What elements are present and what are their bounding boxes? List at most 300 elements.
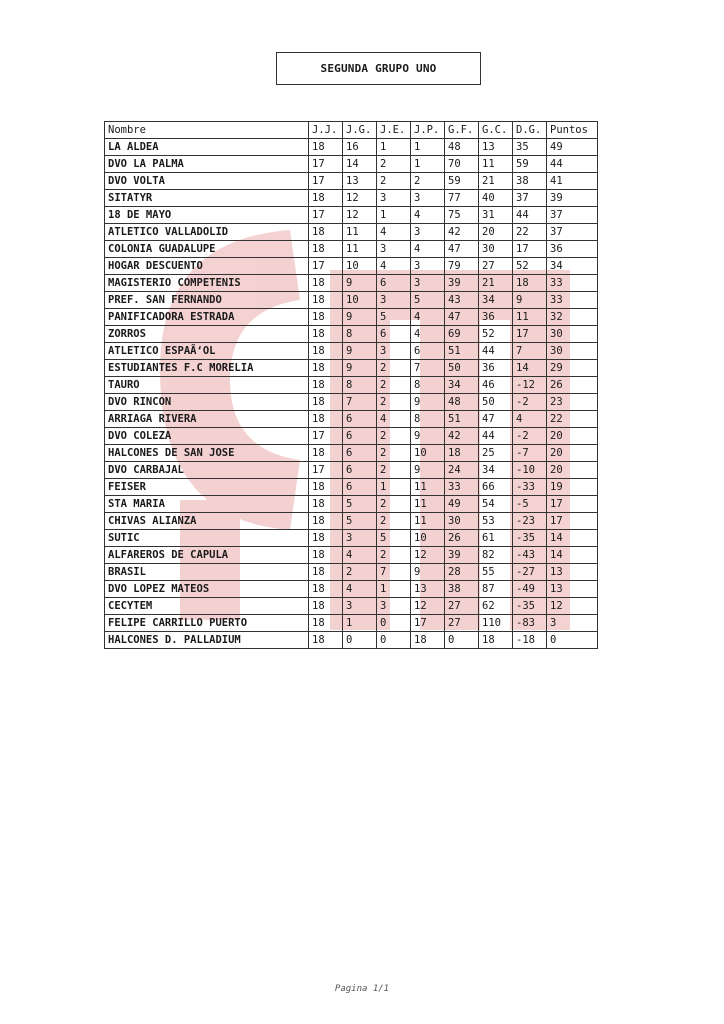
stat-cell: 14 xyxy=(547,547,598,564)
team-name-cell: DVO LA PALMA xyxy=(105,156,309,173)
stat-cell: 1 xyxy=(411,139,445,156)
table-row xyxy=(105,394,598,411)
stat-cell: 18 xyxy=(309,190,343,207)
stat-cell: 2 xyxy=(377,377,411,394)
team-name-cell: ZORROS xyxy=(105,326,309,343)
stat-cell: 7 xyxy=(343,394,377,411)
stat-cell: 50 xyxy=(479,394,513,411)
stat-cell: 6 xyxy=(377,326,411,343)
stat-cell: 27 xyxy=(479,258,513,275)
table-row xyxy=(105,139,598,156)
stat-cell: 14 xyxy=(343,156,377,173)
stat-cell: 5 xyxy=(343,513,377,530)
column-header: J.E. xyxy=(377,122,411,139)
stat-cell: 1 xyxy=(377,207,411,224)
team-name-cell: FEISER xyxy=(105,479,309,496)
stat-cell: 8 xyxy=(411,411,445,428)
stat-cell: 55 xyxy=(479,564,513,581)
stat-cell: 9 xyxy=(411,394,445,411)
stat-cell: 18 xyxy=(309,292,343,309)
stat-cell: 18 xyxy=(309,513,343,530)
table-body xyxy=(105,139,598,649)
stat-cell: 41 xyxy=(547,173,598,190)
table-row xyxy=(105,241,598,258)
stat-cell: 20 xyxy=(547,462,598,479)
stat-cell: 1 xyxy=(377,139,411,156)
stat-cell: 2 xyxy=(377,156,411,173)
stat-cell: 9 xyxy=(343,309,377,326)
stat-cell: 6 xyxy=(343,479,377,496)
stat-cell: 34 xyxy=(479,292,513,309)
stat-cell: 1 xyxy=(377,581,411,598)
stat-cell: 20 xyxy=(547,428,598,445)
table-row xyxy=(105,428,598,445)
table-row xyxy=(105,598,598,615)
stat-cell: -23 xyxy=(513,513,547,530)
stat-cell: 49 xyxy=(445,496,479,513)
stat-cell: 7 xyxy=(411,360,445,377)
stat-cell: 50 xyxy=(445,360,479,377)
team-name-cell: HALCONES DE SAN JOSE xyxy=(105,445,309,462)
stat-cell: 4 xyxy=(411,309,445,326)
stat-cell: 18 xyxy=(309,275,343,292)
stat-cell: 9 xyxy=(343,343,377,360)
stat-cell: 0 xyxy=(377,632,411,649)
stat-cell: 1 xyxy=(411,156,445,173)
stat-cell: 37 xyxy=(547,207,598,224)
stat-cell: 30 xyxy=(445,513,479,530)
team-name-cell: CHIVAS ALIANZA xyxy=(105,513,309,530)
stat-cell: 39 xyxy=(445,547,479,564)
stat-cell: 13 xyxy=(547,581,598,598)
stat-cell: 3 xyxy=(343,598,377,615)
stat-cell: 39 xyxy=(547,190,598,207)
table-row xyxy=(105,411,598,428)
team-name-cell: LA ALDEA xyxy=(105,139,309,156)
stat-cell: 2 xyxy=(377,462,411,479)
stat-cell: 18 xyxy=(309,445,343,462)
table-row xyxy=(105,190,598,207)
team-name-cell: DVO LOPEZ MATEOS xyxy=(105,581,309,598)
stat-cell: 3 xyxy=(377,241,411,258)
stat-cell: 9 xyxy=(411,462,445,479)
stat-cell: 17 xyxy=(309,258,343,275)
team-name-cell: HOGAR DESCUENTO xyxy=(105,258,309,275)
stat-cell: 39 xyxy=(445,275,479,292)
stat-cell: 17 xyxy=(513,241,547,258)
stat-cell: 36 xyxy=(479,309,513,326)
team-name-cell: PREF. SAN FERNANDO xyxy=(105,292,309,309)
team-name-cell: ATLETICO VALLADOLID xyxy=(105,224,309,241)
stat-cell: 4 xyxy=(411,326,445,343)
stat-cell: 4 xyxy=(377,224,411,241)
stat-cell: 44 xyxy=(479,428,513,445)
stat-cell: 47 xyxy=(479,411,513,428)
table-row xyxy=(105,224,598,241)
stat-cell: -5 xyxy=(513,496,547,513)
team-name-cell: DVO VOLTA xyxy=(105,173,309,190)
stat-cell: 66 xyxy=(479,479,513,496)
stat-cell: 61 xyxy=(479,530,513,547)
stat-cell: 5 xyxy=(377,309,411,326)
stat-cell: 27 xyxy=(445,615,479,632)
team-name-cell: DVO COLEZA xyxy=(105,428,309,445)
column-header: G.F. xyxy=(445,122,479,139)
stat-cell: 2 xyxy=(377,547,411,564)
team-name-cell: PANIFICADORA ESTRADA xyxy=(105,309,309,326)
team-name-cell: SUTIC xyxy=(105,530,309,547)
stat-cell: 17 xyxy=(513,326,547,343)
stat-cell: 18 xyxy=(309,394,343,411)
stat-cell: -27 xyxy=(513,564,547,581)
stat-cell: 3 xyxy=(377,292,411,309)
team-name-cell: SITATYR xyxy=(105,190,309,207)
stat-cell: 12 xyxy=(343,190,377,207)
stat-cell: -10 xyxy=(513,462,547,479)
stat-cell: 18 xyxy=(309,377,343,394)
stat-cell: 18 xyxy=(309,309,343,326)
stat-cell: 13 xyxy=(547,564,598,581)
stat-cell: 27 xyxy=(445,598,479,615)
stat-cell: 44 xyxy=(479,343,513,360)
stat-cell: 8 xyxy=(343,377,377,394)
stat-cell: -2 xyxy=(513,394,547,411)
stat-cell: 12 xyxy=(411,598,445,615)
stat-cell: 49 xyxy=(547,139,598,156)
table-row xyxy=(105,343,598,360)
stat-cell: 29 xyxy=(547,360,598,377)
table-row xyxy=(105,309,598,326)
stat-cell: 9 xyxy=(411,564,445,581)
stat-cell: 2 xyxy=(377,173,411,190)
stat-cell: 0 xyxy=(445,632,479,649)
stat-cell: 18 xyxy=(411,632,445,649)
stat-cell: 8 xyxy=(411,377,445,394)
stat-cell: 33 xyxy=(445,479,479,496)
stat-cell: 18 xyxy=(309,530,343,547)
stat-cell: 42 xyxy=(445,224,479,241)
table-row xyxy=(105,445,598,462)
stat-cell: 0 xyxy=(547,632,598,649)
stat-cell: 26 xyxy=(547,377,598,394)
stat-cell: 6 xyxy=(411,343,445,360)
stat-cell: 36 xyxy=(479,360,513,377)
stat-cell: 11 xyxy=(343,224,377,241)
team-name-cell: MAGISTERIO COMPETENIS xyxy=(105,275,309,292)
stat-cell: 44 xyxy=(513,207,547,224)
stat-cell: 2 xyxy=(377,428,411,445)
stat-cell: 10 xyxy=(343,292,377,309)
stat-cell: 34 xyxy=(547,258,598,275)
stat-cell: 17 xyxy=(309,173,343,190)
stat-cell: 42 xyxy=(445,428,479,445)
stat-cell: 4 xyxy=(513,411,547,428)
stat-cell: 9 xyxy=(343,275,377,292)
team-name-cell: TAURO xyxy=(105,377,309,394)
stat-cell: 1 xyxy=(377,479,411,496)
team-name-cell: ARRIAGA RIVERA xyxy=(105,411,309,428)
stat-cell: 5 xyxy=(343,496,377,513)
stat-cell: 24 xyxy=(445,462,479,479)
stat-cell: 79 xyxy=(445,258,479,275)
stat-cell: 70 xyxy=(445,156,479,173)
stat-cell: 0 xyxy=(377,615,411,632)
column-header: J.G. xyxy=(343,122,377,139)
stat-cell: 6 xyxy=(343,445,377,462)
stat-cell: 30 xyxy=(479,241,513,258)
stat-cell: 4 xyxy=(411,241,445,258)
stat-cell: 3 xyxy=(377,190,411,207)
stat-cell: 18 xyxy=(445,445,479,462)
table-row xyxy=(105,462,598,479)
stat-cell: 0 xyxy=(343,632,377,649)
table-row xyxy=(105,292,598,309)
column-header: D.G. xyxy=(513,122,547,139)
stat-cell: 6 xyxy=(343,428,377,445)
stat-cell: 18 xyxy=(309,581,343,598)
stat-cell: 14 xyxy=(513,360,547,377)
stat-cell: 12 xyxy=(343,207,377,224)
stat-cell: 1 xyxy=(343,615,377,632)
team-name-cell: BRASIL xyxy=(105,564,309,581)
stat-cell: 6 xyxy=(377,275,411,292)
stat-cell: 48 xyxy=(445,139,479,156)
stat-cell: 2 xyxy=(377,496,411,513)
stat-cell: -35 xyxy=(513,530,547,547)
stat-cell: 69 xyxy=(445,326,479,343)
team-name-cell: DVO CARBAJAL xyxy=(105,462,309,479)
stat-cell: 28 xyxy=(445,564,479,581)
stat-cell: 14 xyxy=(547,530,598,547)
stat-cell: 9 xyxy=(513,292,547,309)
stat-cell: 2 xyxy=(377,360,411,377)
stat-cell: 7 xyxy=(377,564,411,581)
stat-cell: 48 xyxy=(445,394,479,411)
page-footer: Pagina 1/1 xyxy=(334,984,390,994)
stat-cell: 3 xyxy=(411,258,445,275)
stat-cell: 2 xyxy=(377,445,411,462)
stat-cell: 7 xyxy=(513,343,547,360)
stat-cell: 18 xyxy=(309,615,343,632)
stat-cell: 54 xyxy=(479,496,513,513)
stat-cell: 18 xyxy=(309,564,343,581)
stat-cell: -83 xyxy=(513,615,547,632)
stat-cell: 75 xyxy=(445,207,479,224)
stat-cell: 33 xyxy=(547,275,598,292)
stat-cell: 3 xyxy=(547,615,598,632)
stat-cell: 23 xyxy=(547,394,598,411)
stat-cell: 35 xyxy=(513,139,547,156)
stat-cell: 18 xyxy=(309,326,343,343)
stat-cell: 4 xyxy=(377,258,411,275)
table-row xyxy=(105,360,598,377)
stat-cell: 11 xyxy=(343,241,377,258)
table-row xyxy=(105,496,598,513)
stat-cell: 13 xyxy=(479,139,513,156)
stat-cell: 36 xyxy=(547,241,598,258)
stat-cell: -49 xyxy=(513,581,547,598)
table-header-row xyxy=(105,122,598,139)
stat-cell: 4 xyxy=(343,581,377,598)
stat-cell: 9 xyxy=(411,428,445,445)
team-name-cell: FELIPE CARRILLO PUERTO xyxy=(105,615,309,632)
stat-cell: 82 xyxy=(479,547,513,564)
column-header: J.J. xyxy=(309,122,343,139)
team-name-cell: STA MARIA xyxy=(105,496,309,513)
stat-cell: 4 xyxy=(377,411,411,428)
stat-cell: 32 xyxy=(547,309,598,326)
stat-cell: 31 xyxy=(479,207,513,224)
stat-cell: 17 xyxy=(547,496,598,513)
column-header: G.C. xyxy=(479,122,513,139)
stat-cell: 59 xyxy=(445,173,479,190)
table-row xyxy=(105,479,598,496)
stat-cell: 22 xyxy=(547,411,598,428)
stat-cell: 3 xyxy=(343,530,377,547)
team-name-cell: ESTUDIANTES F.C MORELIA xyxy=(105,360,309,377)
stat-cell: 38 xyxy=(445,581,479,598)
stat-cell: 19 xyxy=(547,479,598,496)
stat-cell: 34 xyxy=(445,377,479,394)
team-name-cell: CECYTEM xyxy=(105,598,309,615)
stat-cell: 5 xyxy=(411,292,445,309)
stat-cell: 17 xyxy=(309,156,343,173)
stat-cell: 17 xyxy=(309,428,343,445)
stat-cell: 3 xyxy=(411,190,445,207)
stat-cell: 3 xyxy=(377,343,411,360)
stat-cell: 13 xyxy=(343,173,377,190)
stat-cell: 21 xyxy=(479,173,513,190)
stat-cell: 11 xyxy=(479,156,513,173)
stat-cell: 16 xyxy=(343,139,377,156)
stat-cell: 43 xyxy=(445,292,479,309)
team-name-cell: ATLETICO ESPAÃ‘OL xyxy=(105,343,309,360)
stat-cell: 8 xyxy=(343,326,377,343)
stat-cell: 20 xyxy=(479,224,513,241)
stat-cell: 18 xyxy=(309,598,343,615)
table-row xyxy=(105,564,598,581)
stat-cell: -12 xyxy=(513,377,547,394)
stat-cell: 59 xyxy=(513,156,547,173)
stat-cell: 17 xyxy=(547,513,598,530)
table-row xyxy=(105,377,598,394)
stat-cell: 18 xyxy=(309,411,343,428)
team-name-cell: DVO RINCON xyxy=(105,394,309,411)
stat-cell: 11 xyxy=(411,479,445,496)
stat-cell: 18 xyxy=(309,343,343,360)
stat-cell: -2 xyxy=(513,428,547,445)
stat-cell: 11 xyxy=(411,513,445,530)
stat-cell: 53 xyxy=(479,513,513,530)
stat-cell: 18 xyxy=(309,241,343,258)
stat-cell: 47 xyxy=(445,309,479,326)
stat-cell: 18 xyxy=(513,275,547,292)
stat-cell: 77 xyxy=(445,190,479,207)
stat-cell: 34 xyxy=(479,462,513,479)
stat-cell: -18 xyxy=(513,632,547,649)
stat-cell: 3 xyxy=(411,275,445,292)
stat-cell: 37 xyxy=(547,224,598,241)
stat-cell: 18 xyxy=(309,360,343,377)
column-header: Nombre xyxy=(105,122,309,139)
stat-cell: 62 xyxy=(479,598,513,615)
table-row xyxy=(105,530,598,547)
stat-cell: 6 xyxy=(343,462,377,479)
table-row xyxy=(105,275,598,292)
stat-cell: 18 xyxy=(309,224,343,241)
table-row xyxy=(105,326,598,343)
stat-cell: -35 xyxy=(513,598,547,615)
stat-cell: 2 xyxy=(411,173,445,190)
stat-cell: 21 xyxy=(479,275,513,292)
stat-cell: 18 xyxy=(309,547,343,564)
stat-cell: 30 xyxy=(547,343,598,360)
stat-cell: 6 xyxy=(343,411,377,428)
stat-cell: 10 xyxy=(343,258,377,275)
stat-cell: 2 xyxy=(343,564,377,581)
stat-cell: 11 xyxy=(411,496,445,513)
table-row xyxy=(105,207,598,224)
stat-cell: 47 xyxy=(445,241,479,258)
stat-cell: 44 xyxy=(547,156,598,173)
stat-cell: 110 xyxy=(479,615,513,632)
stat-cell: 12 xyxy=(547,598,598,615)
table-row xyxy=(105,632,598,649)
stat-cell: 87 xyxy=(479,581,513,598)
team-name-cell: COLONIA GUADALUPE xyxy=(105,241,309,258)
column-header: Puntos xyxy=(547,122,598,139)
stat-cell: -33 xyxy=(513,479,547,496)
stat-cell: 17 xyxy=(309,462,343,479)
stat-cell: 18 xyxy=(309,632,343,649)
stat-cell: 12 xyxy=(411,547,445,564)
stat-cell: 17 xyxy=(309,207,343,224)
stat-cell: 5 xyxy=(377,530,411,547)
column-header: J.P. xyxy=(411,122,445,139)
stat-cell: 10 xyxy=(411,445,445,462)
stat-cell: 2 xyxy=(377,513,411,530)
stat-cell: 30 xyxy=(547,326,598,343)
stat-cell: 18 xyxy=(309,139,343,156)
stat-cell: 18 xyxy=(479,632,513,649)
table-row xyxy=(105,513,598,530)
stat-cell: 20 xyxy=(547,445,598,462)
stat-cell: 3 xyxy=(411,224,445,241)
table-row xyxy=(105,547,598,564)
standings-table xyxy=(104,121,598,649)
stat-cell: 25 xyxy=(479,445,513,462)
table-row xyxy=(105,156,598,173)
stat-cell: 18 xyxy=(309,479,343,496)
team-name-cell: ALFAREROS DE CAPULA xyxy=(105,547,309,564)
stat-cell: 4 xyxy=(411,207,445,224)
stat-cell: 40 xyxy=(479,190,513,207)
stat-cell: 4 xyxy=(343,547,377,564)
stat-cell: 52 xyxy=(513,258,547,275)
stat-cell: 10 xyxy=(411,530,445,547)
table-row xyxy=(105,173,598,190)
stat-cell: 37 xyxy=(513,190,547,207)
stat-cell: 51 xyxy=(445,343,479,360)
table-row xyxy=(105,258,598,275)
stat-cell: 2 xyxy=(377,394,411,411)
stat-cell: 46 xyxy=(479,377,513,394)
stat-cell: 11 xyxy=(513,309,547,326)
stat-cell: 13 xyxy=(411,581,445,598)
table-row xyxy=(105,615,598,632)
stat-cell: 51 xyxy=(445,411,479,428)
stat-cell: 22 xyxy=(513,224,547,241)
